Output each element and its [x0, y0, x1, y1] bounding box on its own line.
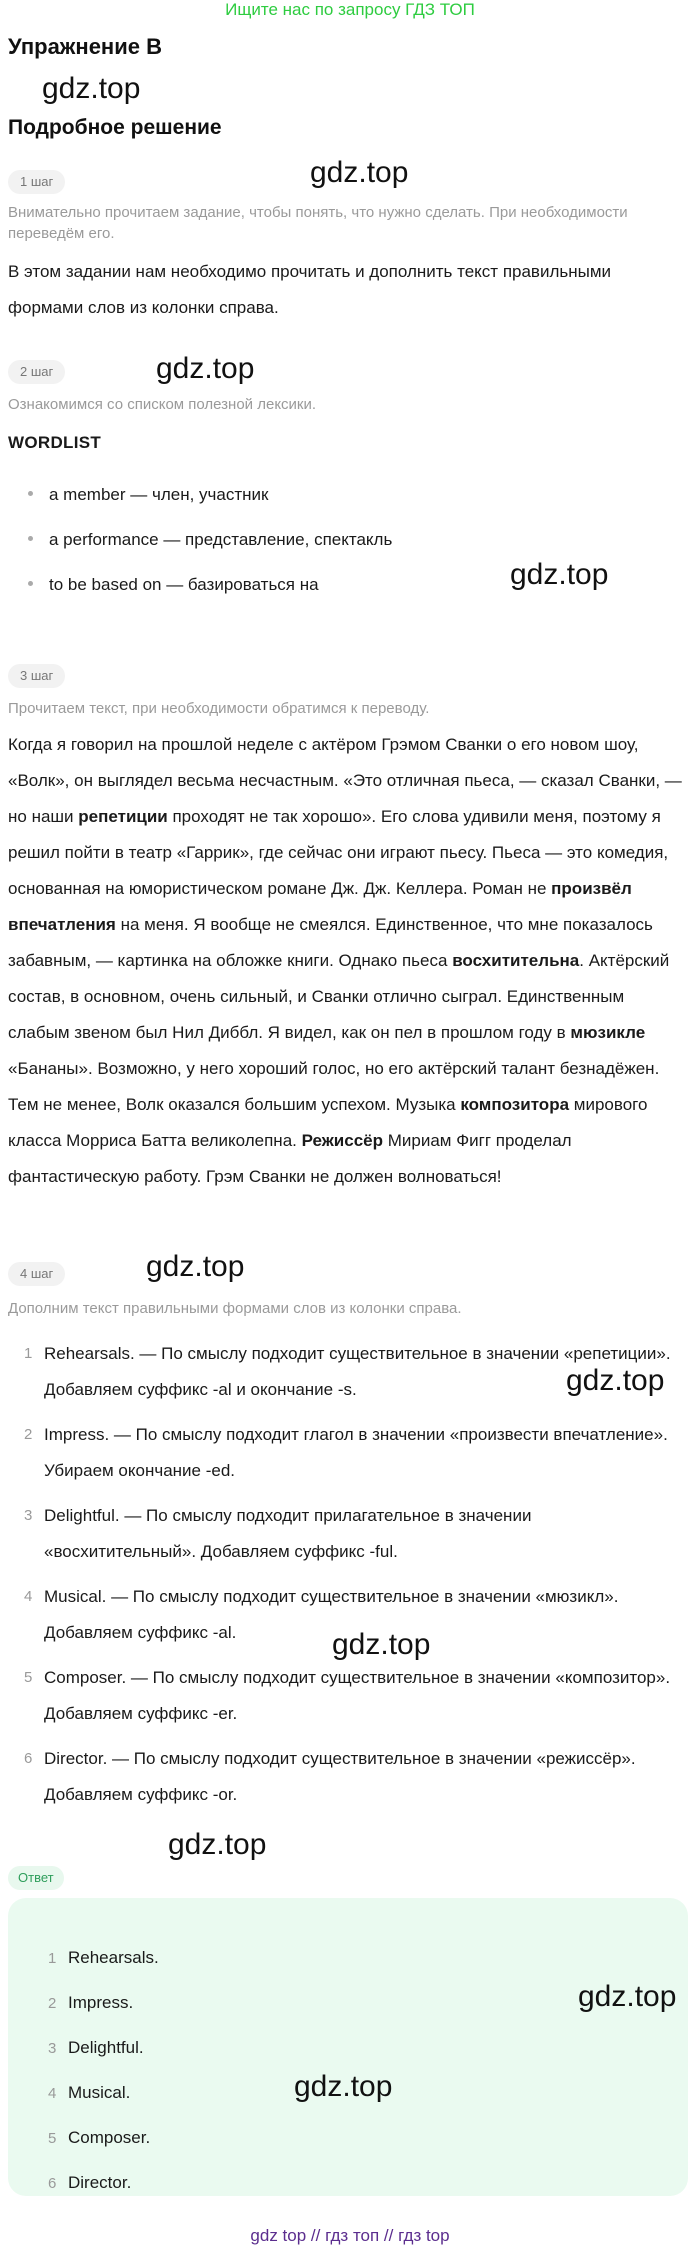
solution-item: 3 Delightful. — По смыслу подходит прилагательное в значении «восхитительный». Добавляем суффикс -ful. [24, 1506, 532, 1561]
footer-links[interactable]: gdz top // гдз топ // гдз top [250, 2226, 450, 2245]
step-hint: Дополним текст правильными формами слов из колонки справа. [8, 1300, 462, 1317]
bullet-icon [28, 581, 33, 586]
bullet-icon [28, 536, 33, 541]
step-hint: Прочитаем текст, при необходимости обратимся к переводу. [8, 700, 430, 717]
answer-item: 2 Impress. [48, 1993, 134, 2012]
wordlist-title: WORDLIST [8, 433, 102, 452]
wordlist-item: to be based on — базироваться на [28, 575, 319, 595]
page-subtitle: Подробное решение [8, 116, 222, 139]
step-chip: 1 шаг [8, 170, 65, 194]
step-hint: Внимательно прочитаем задание, чтобы понять, что нужно сделать. При необходимости переведём его. [8, 204, 628, 242]
solution-item: 2 Impress. — По смыслу подходит глагол в значении «произвести впечатление». Убираем окончание -ed. [24, 1425, 668, 1480]
watermark: gdz.top [42, 72, 141, 105]
watermark: gdz.top [156, 352, 255, 385]
top-banner[interactable]: Ищите нас по запросу ГДЗ ТОП [225, 0, 475, 19]
watermark: gdz.top [294, 2070, 393, 2103]
step-hint: Ознакомимся со списком полезной лексики. [8, 396, 317, 413]
answer-chip: Ответ [8, 1866, 64, 1890]
answer-item: 3 Delightful. [48, 2038, 144, 2057]
watermark: gdz.top [168, 1828, 267, 1861]
watermark: gdz.top [146, 1250, 245, 1283]
solution-item: 4 Musical. — По смыслу подходит существительное в значении «мюзикл». Добавляем суффикс -al. [24, 1587, 619, 1642]
watermark: gdz.top [566, 1364, 665, 1397]
solution-item: 5 Composer. — По смыслу подходит существительное в значении «композитор». Добавляем суффикс -er. [24, 1668, 671, 1723]
answer-item: 4 Musical. [48, 2083, 131, 2102]
step-chip: 4 шаг [8, 1262, 65, 1286]
answer-item: 1 Rehearsals. [48, 1948, 159, 1967]
bullet-icon [28, 491, 33, 496]
wordlist-item: a member — член, участник [28, 485, 268, 505]
step-chip: 3 шаг [8, 664, 65, 688]
answer-item: 5 Composer. [48, 2128, 151, 2147]
step-chip: 2 шаг [8, 360, 65, 384]
solution-item: 6 Director. — По смыслу подходит существительное в значении «режиссёр». Добавляем суффикс -or. [24, 1749, 636, 1804]
watermark: gdz.top [310, 156, 409, 189]
step-text: Когда я говорил на прошлой неделе с актёром Грэмом Сванки о его новом шоу, «Волк», он выглядел весьма несчастным. «Это отличная пьеса, — сказал Сванки, — но наши репетиции проходят не так хорошо». Его слова удивили меня, поэтому я решил пойти в театр «Гаррик», где сейчас они играют пьесу. Пьеса — это комедия, основанная на юмористическом романе Дж. Дж. Келлера. Роман не произвёл впечатления на меня. Я вообще не смеялся. Единственное, что мне показалось забавным, — картинка на обложке книги. Однако пьеса восхитительна. Актёрский состав, в основном, очень сильный, и Сванки отлично сыграл. Единственным слабым звеном был Нил Диббл. Я видел, как он пел в прошлом году в мюзикле «Бананы». Возможно, у него хороший голос, но его актёрский талант безнадёжен. Тем не менее, Волк оказался большим успехом. Музыка композитора мирового класса Морриса Батта великолепна. Режиссёр Мириам Фигг проделал фантастическую работу. Грэм Сванки не должен волноваться! [8, 735, 682, 1186]
watermark: gdz.top [332, 1628, 431, 1661]
wordlist-item: a performance — представление, спектакль [28, 530, 392, 550]
solution-item: 1 Rehearsals. — По смыслу подходит существительное в значении «репетиции». Добавляем суффикс -al и окончание -s. [24, 1344, 671, 1399]
answer-item: 6 Director. [48, 2173, 132, 2192]
step-text: В этом задании нам необходимо прочитать и дополнить текст правильными формами слов из колонки справа. [8, 262, 612, 317]
watermark: gdz.top [510, 558, 609, 591]
watermark: gdz.top [578, 1980, 677, 2013]
page-title: Упражнение B [8, 34, 162, 59]
